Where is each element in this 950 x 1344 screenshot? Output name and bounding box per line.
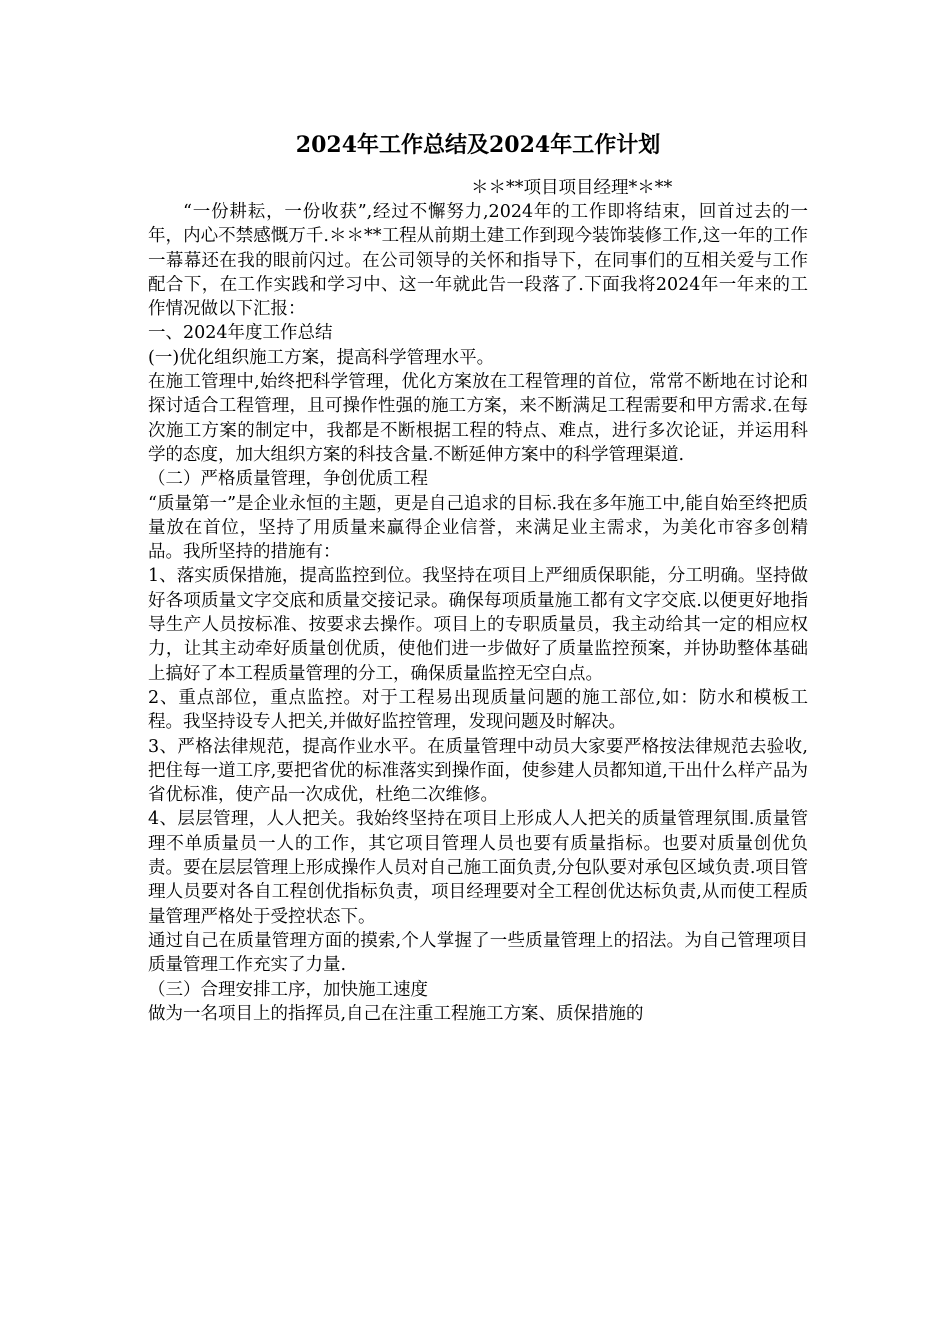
paragraph-intro: “一份耕耘，一份收获”,经过不懈努力,2024年的工作即将结束，回首过去的一年，内心不禁感慨万千.＊＊**工程从前期土建工作到现今装饰装修工作,这一年的工作一幕幕还在我的眼前闪过。在公司领导的关怀和指导下，在同事们的互相关爱与工作配合下，在工作实践和学习中、这一年就此告一段落了.下面我将2024年一年来的工作情况做以下汇报： <box>148 202 808 320</box>
paragraph-summary: 通过自己在质量管理方面的摸索,个人掌握了一些质量管理上的招法。为自己管理项目质量管理工作充实了力量. <box>148 930 808 976</box>
document-page <box>148 128 808 1026</box>
document-title: 2024年工作总结及2024年工作计划 <box>295 132 661 158</box>
paragraph-scheduling: 做为一名项目上的指挥员,自己在注重工程施工方案、质保措施的 <box>148 1003 644 1024</box>
paragraph-measure-2: 2、重点部位，重点监控。对于工程易出现质量问题的施工部位,如：防水和模板工程。我坚持设专人把关,并做好监控管理，发现问题及时解决。 <box>148 687 808 733</box>
author-line: ＊＊**项目项目经理*＊** <box>471 178 673 198</box>
subsection-heading-2: （二）严格质量管理，争创优质工程 <box>148 469 428 490</box>
document-body <box>148 200 808 1026</box>
paragraph-measure-4: 4、层层管理，人人把关。我始终坚持在项目上形成人人把关的质量管理氛围.质量管理不单质量员一人的工作，其它项目管理人员也要有质量指标。也要对质量创优负责。要在层层管理上形成操作人员对自己施工面负责,分包队要对承包区域负责.项目管理人员要对各自工程创优指标负责，项目经理要对全工程创优达标负责,从而使工程质量管理严格处于受控状态下。 <box>148 809 808 927</box>
section-heading-1: 一、2024年度工作总结 <box>148 323 333 344</box>
subsection-heading-1: (一)优化组织施工方案，提高科学管理水平。 <box>148 347 495 368</box>
paragraph-measure-1: 1、落实质保措施，提高监控到位。我坚持在项目上严细质保职能，分工明确。坚持做好各项质量文字交底和质量交接记录。确保每项质量施工都有文字交底.以便更好地指导生产人员按标准、按要求去操作。项目上的专职质量员，我主动给其一定的相应权力，让其主动牵好质量创优质，使他们进一步做好了质量监控预案，并协助整体基础上搞好了本工程质量管理的分工，确保质量监控无空白点。 <box>148 566 808 684</box>
paragraph-quality-first: “质量第一”是企业永恒的主题，更是自己追求的目标.我在多年施工中,能自始至终把质量放在首位，坚持了用质量来赢得企业信誉，来满足业主需求，为美化市容多创精品。我所坚持的措施有： <box>148 493 808 563</box>
paragraph-scheme: 在施工管理中,始终把科学管理，优化方案放在工程管理的首位，常常不断地在讨论和探讨适合工程管理，且可操作性强的施工方案，来不断满足工程需要和甲方需求.在每次施工方案的制定中，我都是不断根据工程的特点、难点，进行多次论证，并运用科学的态度，加大组织方案的科技含量.不断延伸方案中的科学管理渠道. <box>148 372 808 465</box>
subsection-heading-3: （三）合理安排工序，加快施工速度 <box>148 979 428 1000</box>
paragraph-measure-3: 3、严格法律规范，提高作业水平。在质量管理中动员大家要严格按法律规范去验收,把住每一道工序,要把省优的标准落实到操作面，使参建人员都知道,干出什么样产品为省优标准，使产品一次成优，杜绝二次维修。 <box>148 736 808 806</box>
